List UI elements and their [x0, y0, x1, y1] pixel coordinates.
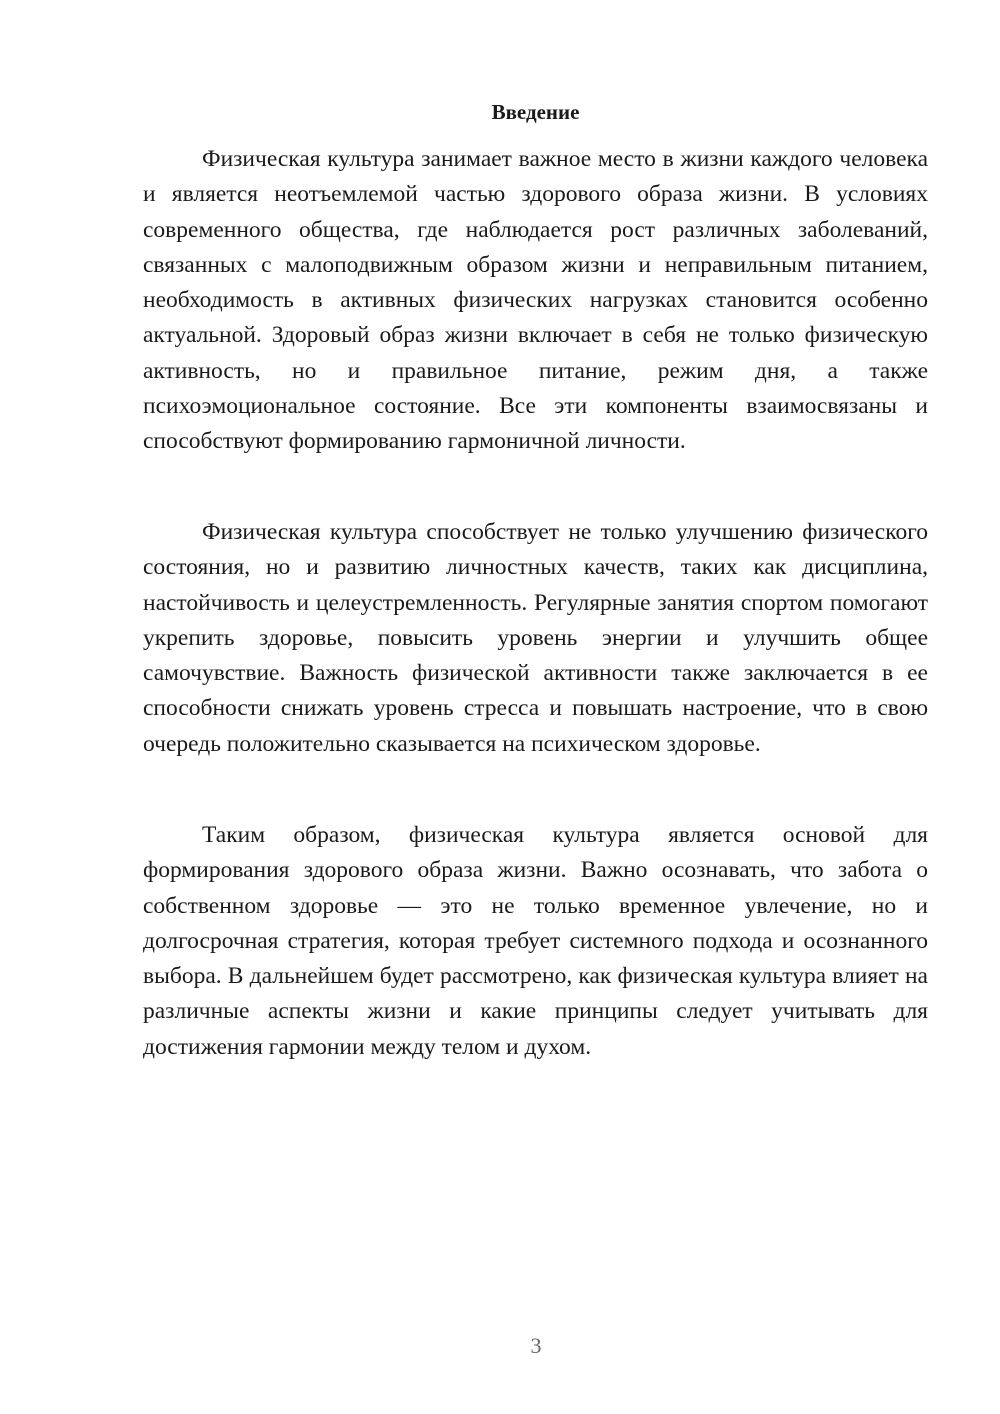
paragraph-1: Физическая культура занимает важное место в жизни каждого человека и является неотъемлемой частью здорового образа жизни. В условиях современного общества, где наблюдается рост различных заболеваний, связанных с малоподвижным образом жизни и неправильным питанием, необходимость в активных физических нагрузках становится особенно актуальной. Здоровый образ жизни включает в себя не только физическую активность, но и правильное питание, режим дня, а также психоэмоциональное состояние. Все эти компоненты взаимосвязаны и способствуют формированию гармоничной личности.: [143, 146, 928, 455]
section-heading: Введение: [491, 100, 580, 124]
page-number: 3: [530, 1333, 542, 1358]
paragraph-3: Таким образом, физическая культура является основой для формирования здорового образа жизни. Важно осознавать, что забота о собственном здоровье — это не только временное увлечение, но и долгосрочная стратегия, которая требует системного подхода и осознанного выбора. В дальнейшем будет рассмотрено, как физическая культура влияет на различные аспекты жизни и какие принципы следует учитывать для достижения гармонии между телом и духом.: [143, 822, 928, 1060]
paragraph-2: Физическая культура способствует не только улучшению физического состояния, но и развитию личностных качеств, таких как дисциплина, настойчивость и целеустремленность. Регулярные занятия спортом помогают укрепить здоровье, повысить уровень энергии и улучшить общее самочувствие. Важность физической активности также заключается в ее способности снижать уровень стресса и повышать настроение, что в свою очередь положительно сказывается на психическом здоровье.: [143, 519, 928, 757]
